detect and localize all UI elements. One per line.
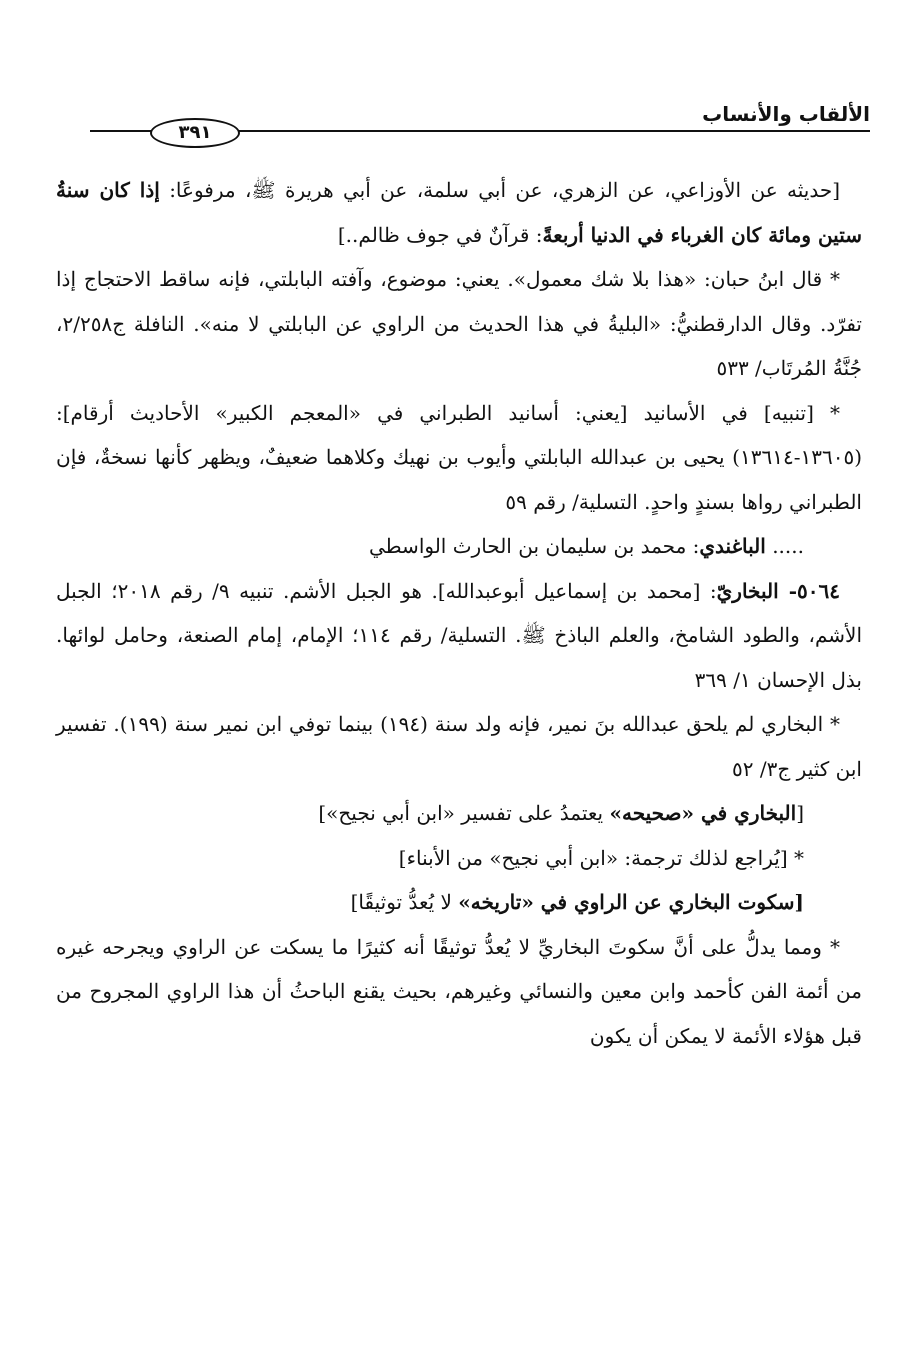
text-segment: * قال ابنُ حبان: «هذا بلا شك معمول». يعني: موضوع، وآفته البابلتي، فإنه ساقط الاحتجاج إذا تفرّد. وقال الدارقطنيُّ: «البليةُ في هذا الحديث من الراوي عن البابلتي لا منه». النافلة ج٢/٢٥٨، جُنَّةُ المُرتَاب/ ٥٣٣ bbox=[56, 267, 862, 380]
text-segment: [حديثه عن الأوزاعي، عن الزهري، عن أبي سلمة، عن أبي هريرة ﷺ، مرفوعًا: bbox=[159, 178, 840, 202]
paragraph-ibn-numayr bbox=[56, 702, 862, 791]
bold-segment: إذا كان سنةُ ستين ومائة كان الغرباء في الدنيا أربعةً bbox=[56, 178, 862, 247]
bold-segment: [سكوت البخاري عن الراوي في «تاريخه» bbox=[458, 890, 804, 914]
paragraph-bukhari-entry bbox=[56, 569, 862, 703]
body-text bbox=[56, 168, 862, 1058]
paragraph-see-also bbox=[56, 836, 862, 881]
text-segment: يعتمدُ على تفسير «ابن أبي نجيح»] bbox=[318, 801, 610, 825]
text-segment: : محمد بن سليمان بن الحارث الواسطي bbox=[368, 534, 700, 558]
paragraph-silence bbox=[56, 925, 862, 1059]
running-title: الألقاب والأنساب bbox=[702, 102, 870, 126]
paragraph-sahih-heading bbox=[56, 791, 862, 836]
text-segment: * [يُراجع لذلك ترجمة: «ابن أبي نجيح» من الأبناء] bbox=[398, 845, 804, 870]
text-segment: [ bbox=[796, 801, 804, 825]
text-segment: ..... bbox=[765, 534, 804, 558]
paragraph-hadith bbox=[56, 168, 862, 257]
text-segment: : [محمد بن إسماعيل أبوعبدالله]. هو الجبل الأشم. تنبيه ٩/ رقم ٢٠١٨؛ الجبل الأشم، والطود الشامخ، والعلم الباذخ ﷺ. التسلية/ رقم ١١٤؛ الإمام، إمام الصنعة، وحامل لوائها. بذل الإحسان ١/ ٣٦٩ bbox=[56, 578, 862, 692]
paragraph-tanbih bbox=[56, 391, 862, 525]
bold-segment: ٥٠٦٤- البخاريّ bbox=[716, 578, 841, 603]
bold-segment: الباغندي bbox=[699, 534, 766, 558]
paragraph-ibn-hibban bbox=[56, 257, 862, 391]
paragraph-baghandi bbox=[56, 524, 862, 569]
text-segment: * ومما يدلُّ على أنَّ سكوتَ البخاريِّ لا يُعدُّ توثيقًا أنه كثيرًا ما يسكت عن الراوي ويجرحه غيره من أئمة الفن كأحمد وابن معين والنسائي وغيرهم، بحيث يقنع الباحثُ أن هذا الراوي المجروح من قبل هؤلاء الأئمة لا يمكن أن يكون bbox=[56, 934, 862, 1048]
text-segment: * البخاري لم يلحق عبدالله بنَ نمير، فإنه ولد سنة (١٩٤) بينما توفي ابن نمير سنة (١٩٩). تفسير ابن كثير ج٣/ ٥٢ bbox=[56, 712, 862, 781]
bold-segment: البخاري في «صحيحه» bbox=[609, 801, 797, 825]
paragraph-tarikh-heading bbox=[56, 880, 862, 925]
text-segment: لا يُعدُّ توثيقًا] bbox=[350, 890, 459, 914]
page-number: ٣٩١ bbox=[150, 118, 240, 148]
text-segment: : قرآنٌ في جوف ظالم..] bbox=[337, 222, 543, 247]
page-header bbox=[90, 96, 870, 146]
text-segment: * [تنبيه] في الأسانيد [يعني: أسانيد الطبراني في «المعجم الكبير» الأحاديث أرقام]: (١٣٦٠٥-١٣٦١٤) يحيى بن عبدالله البابلتي وأيوب بن نهيك وكلاهما ضعيفٌ، ويظهر كأنها نسخةٌ، فإن الطبراني رواها بسندٍ واحدٍ. التسلية/ رقم ٥٩ bbox=[56, 400, 862, 514]
